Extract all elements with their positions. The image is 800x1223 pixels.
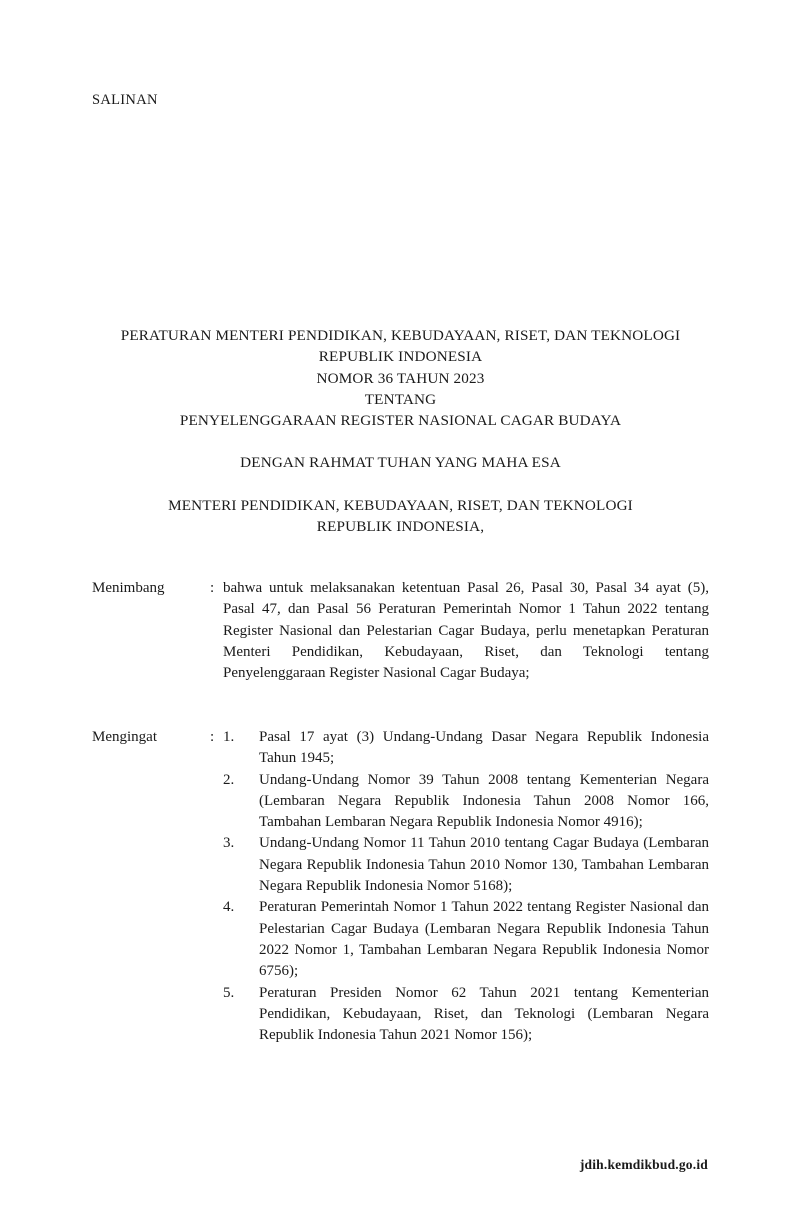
list-item-text: Undang-Undang Nomor 39 Tahun 2008 tentang Kementerian Negara (Lembaran Negara Republik Indonesia Tahun 2008 Nomor 166, Tambahan Lembaran Negara Republik Indonesia Nomor 4916);: [259, 771, 709, 831]
list-item-number: 5.: [223, 984, 235, 1001]
list-item-number: 2.: [223, 771, 235, 788]
recalling-list: [223, 727, 709, 1046]
recalling-body: [223, 727, 709, 1046]
blessing-line: DENGAN RAHMAT TUHAN YANG MAHA ESA: [240, 454, 561, 471]
list-item-number: 3.: [223, 835, 235, 852]
list-item: [223, 770, 709, 834]
recalling-label: Mengingat: [92, 729, 157, 745]
considering-text: bahwa untuk melaksanakan ketentuan Pasal 26, Pasal 30, Pasal 34 ayat (5), Pasal 47, dan Pasal 56 Peraturan Pemerintah Nomor 1 Tahun 2022 tentang Register Nasional dan Pelestarian Cagar Budaya, perlu menetapkan Peraturan Menteri Pendidikan, Kebudayaan, Riset, dan Teknologi tentang Penyelenggaraan Register Nasional Cagar Budaya;: [223, 580, 709, 682]
title-line-subject: PENYELENGGARAAN REGISTER NASIONAL CAGAR BUDAYA: [179, 412, 622, 430]
title-line-number: NOMOR 36 TAHUN 2023: [316, 369, 485, 387]
title-line-about: TENTANG: [364, 390, 437, 408]
authority-line-2: REPUBLIK INDONESIA,: [316, 517, 485, 535]
title-line-ministry: PERATURAN MENTERI PENDIDIKAN, KEBUDAYAAN, RISET, DAN TEKNOLOGI: [120, 327, 681, 344]
invocation-spacer: [92, 473, 709, 494]
considering-label: Menimbang: [92, 580, 165, 596]
list-item: [223, 727, 709, 770]
list-item-text: Peraturan Pemerintah Nomor 1 Tahun 2022 tentang Register Nasional dan Pelestarian Cagar Budaya (Lembaran Negara Republik Indonesia Tahun 2022 Nomor 1, Tambahan Lembaran Negara Republik Indonesia Nomor 6756);: [259, 899, 709, 980]
list-item: [223, 897, 709, 982]
considering-colon: :: [210, 580, 215, 596]
authority-line-1: MENTERI PENDIDIKAN, KEBUDAYAAN, RISET, DAN TEKNOLOGI: [168, 496, 633, 514]
list-item: [223, 983, 709, 1047]
regulation-title-block: [92, 325, 709, 431]
footer-watermark-url: jdih.kemdikbud.go.id: [579, 1157, 708, 1172]
list-item-text: Peraturan Presiden Nomor 62 Tahun 2021 tentang Kementerian Pendidikan, Kebudayaan, Riset, dan Teknologi (Lembaran Negara Republik Indonesia Tahun 2021 Nomor 156);: [259, 984, 709, 1044]
list-item-number: 1.: [223, 729, 235, 745]
list-item: [223, 833, 709, 897]
copy-stamp: SALINAN: [92, 92, 158, 108]
recalling-colon: :: [210, 729, 215, 745]
considering-clause: [92, 578, 709, 684]
considering-body: [223, 578, 709, 684]
list-item-text: Pasal 17 ayat (3) Undang-Undang Dasar Negara Republik Indonesia Tahun 1945;: [259, 729, 709, 767]
title-line-republic: REPUBLIK INDONESIA: [318, 348, 483, 366]
list-item-number: 4.: [223, 899, 235, 916]
list-item-text: Undang-Undang Nomor 11 Tahun 2010 tentang Cagar Budaya (Lembaran Negara Republik Indonesia Tahun 2010 Nomor 130, Tambahan Lembaran Negara Republik Indonesia Nomor 5168);: [259, 835, 709, 895]
invocation-block: [92, 452, 709, 537]
recalling-clause: [92, 727, 709, 1046]
